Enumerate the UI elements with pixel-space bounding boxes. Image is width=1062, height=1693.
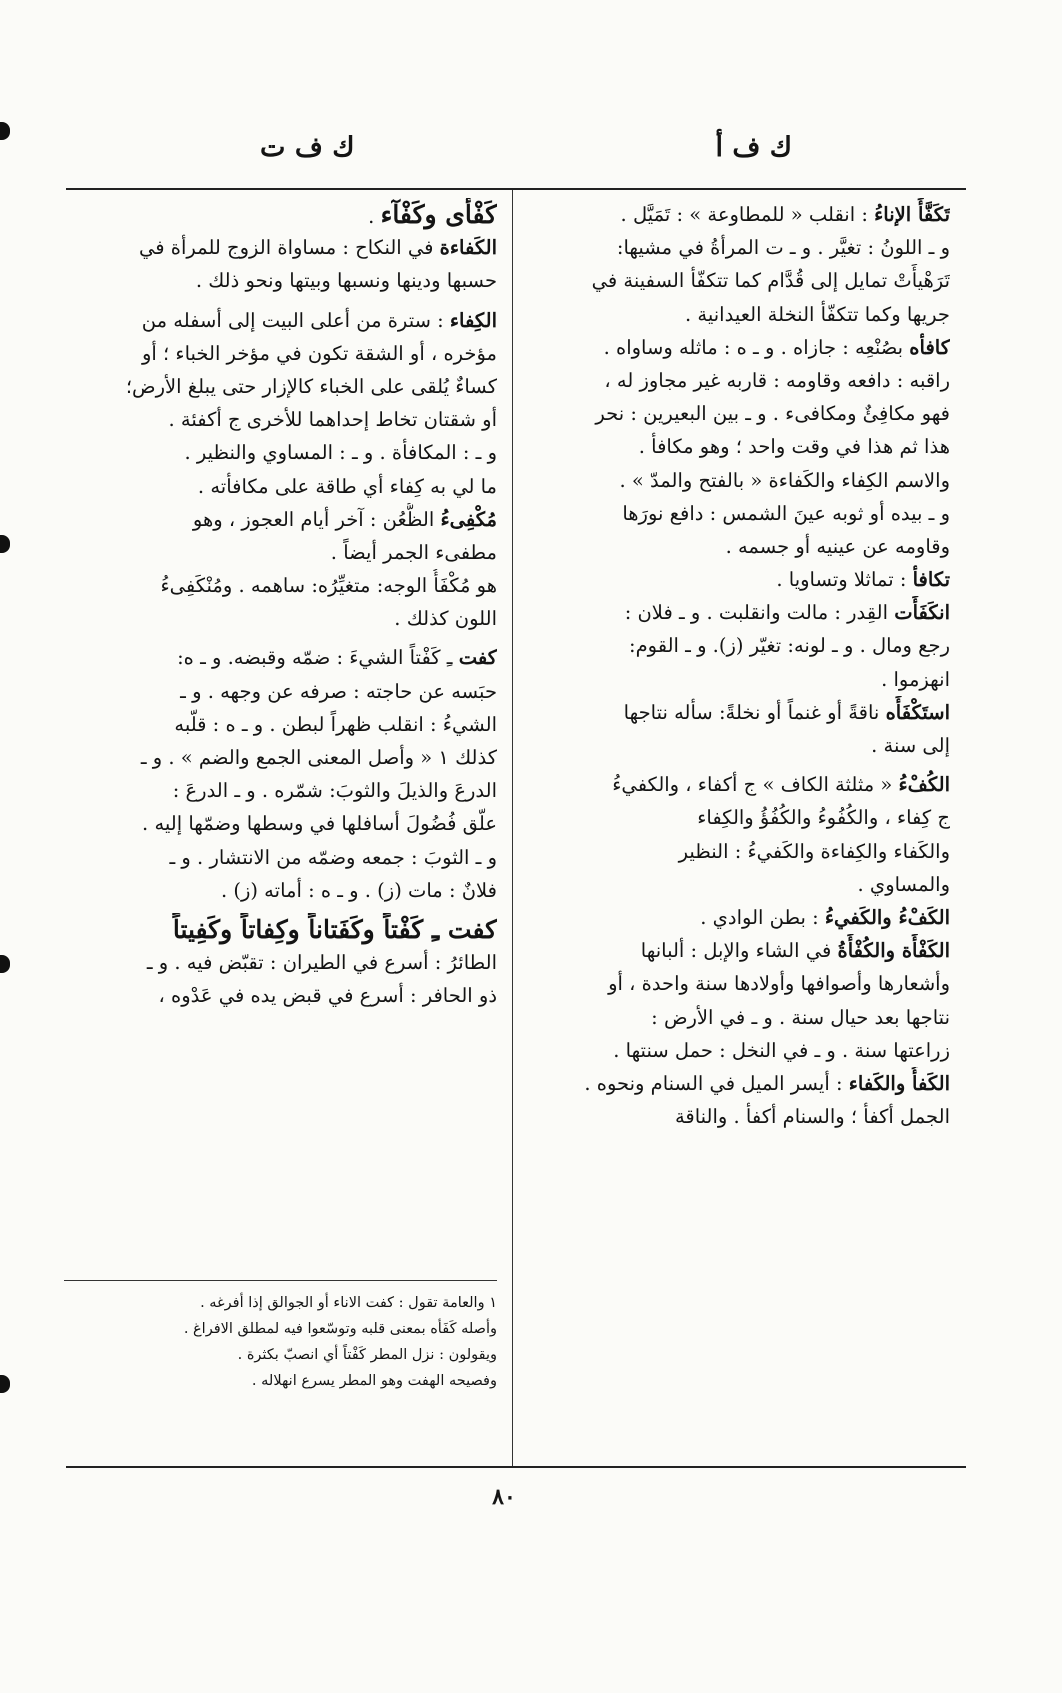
dictionary-line (580, 530, 950, 563)
dictionary-line (580, 801, 950, 834)
entry-text: الظُّعُن : آخر أيام العجوز ، وهو (192, 507, 441, 531)
footnotes (64, 1290, 497, 1394)
entry-headword: كَفْأَى وكَفْآء (380, 200, 497, 229)
entry-text: زراعتها سنة . و ـ في النخل : حمل سنتها . (613, 1038, 950, 1062)
dictionary-line (580, 1100, 950, 1133)
entry-text: حسبها ودينها ونسبها وبيتها ونحو ذلك . (195, 269, 497, 293)
entry-text: إلى سنة . (871, 734, 950, 757)
dictionary-line (64, 641, 497, 674)
dictionary-line (64, 874, 497, 907)
entry-text: : سترة من أعلى البيت إلى أسفله من (141, 308, 450, 332)
entry-text: : تماثلا وتساويا . (776, 568, 913, 592)
entry-text: . (368, 205, 381, 228)
entry-text: : بطن الوادي . (700, 905, 825, 929)
entry-text: و ـ : المكافأة . و ـ : المساوي والنظير . (184, 441, 497, 465)
dictionary-line (64, 231, 497, 264)
dictionary-line (580, 231, 950, 264)
dictionary-line (580, 497, 950, 530)
entry-text: فلانٌ : مات (ز) . و ـ ه : أماته (ز) . (220, 878, 497, 902)
entry-text: الطائرُ : أسرع في الطيران : تقبّض فيه . و ـ (146, 951, 497, 975)
left-column (64, 198, 497, 1013)
entry-text: حبَسه عن حاجته : صرفه عن وجهه . و ـ (180, 679, 497, 703)
entry-text: جريها وكما تتكفّأ النخلة العيدانية . (685, 302, 950, 326)
entry-text: ما لي به كِفاء أي طاقة على مكافأته . (197, 474, 497, 498)
entry-headword: الكُفْءُ (898, 773, 950, 797)
dictionary-line (580, 768, 950, 801)
entry-headword: الكَفأُ والكَفاء (848, 1071, 950, 1095)
entry-text: هو مُكْفَأُ الوجه: متغيِّرُه: ساهمه . ومُنْكَفِىءُ (160, 574, 497, 598)
dictionary-line (64, 913, 497, 946)
entry-text: فهو مكافِئٌ ومكافىء . و ـ بين البعيرين : نحر (595, 402, 950, 426)
entry-text: مطفىء الجمر أيضاً . (330, 540, 497, 564)
entry-headword: كفت (458, 646, 497, 670)
entry-text: رجع ومال . و ـ لونه: تغيّر (ز). و ـ القوم: (629, 634, 950, 658)
dictionary-line (64, 436, 497, 469)
dictionary-line (64, 979, 497, 1012)
page-edge-mark (0, 122, 10, 140)
entry-text: راقبه : دافعه وقاومه : قاربه غير مجاوز له ، (604, 368, 950, 392)
dictionary-line (580, 868, 950, 901)
entry-text: اللون كذلك . (394, 607, 497, 631)
entry-headword: كفت (447, 914, 497, 944)
dictionary-line (64, 264, 497, 297)
dictionary-line (64, 470, 497, 503)
dictionary-line (580, 331, 950, 364)
dictionary-line (580, 901, 950, 934)
header-rule (66, 188, 966, 190)
entry-text: نتاجها بعد حيال سنة . و ـ في الأرض : (651, 1005, 950, 1029)
dictionary-line (64, 741, 497, 774)
entry-text: كساءٌ يُلقى على الخباء كالإزار حتى يبلغ الأرض؛ (125, 374, 497, 398)
dictionary-line (580, 464, 950, 497)
entry-headword: كافأه (909, 335, 950, 359)
dictionary-line (580, 934, 950, 967)
footnote-line: ١ والعامة تقول : كفت الاناء أو الجوالق إذا أفرغه . (200, 1295, 497, 1311)
dictionary-line (580, 1067, 950, 1100)
entry-text: الشيءُ : انقلب ظهراً لبطن . و ـ ه : قلّبه (174, 712, 497, 736)
dictionary-line (64, 536, 497, 569)
entry-text: : أيسر الميل في السنام ونحوه . (584, 1071, 849, 1095)
column-divider (512, 190, 513, 1466)
page-number: ٨٠ (492, 1484, 516, 1510)
dictionary-line (580, 663, 950, 696)
entry-text: علّق فُضُولَ أسافلها في وسطها وضمّها إليه . (142, 812, 497, 836)
entry-headword: الكَفْءُ والكَفيءُ (824, 905, 950, 929)
entry-headword: الكِفاء (449, 308, 497, 332)
entry-text: في الشاء والإبل : ألبانها (640, 939, 838, 963)
page-edge-mark (0, 1375, 10, 1393)
dictionary-line (580, 430, 950, 463)
entry-headword: تَكَفَّأَ الإناءُ (874, 203, 950, 226)
entry-text: القِدر : مالت وانقلبت . و ـ فلان : (624, 601, 895, 625)
dictionary-line (64, 370, 497, 403)
entry-text: في النكاح : مساواة الزوج للمرأة في (139, 236, 440, 260)
entry-text: كذلك ١ « وأصل المعنى الجمع والضم » . و ـ (140, 746, 497, 769)
entry-headword: الكَفاءة (439, 236, 497, 260)
dictionary-line (64, 403, 497, 436)
entry-text: هذا ثم هذا في وقت واحد ؛ وهو مكافأ . (638, 435, 950, 459)
footnote-line: وفصيحه الهفت وهو المطر يسرع انهلاله . (251, 1373, 497, 1389)
page-edge-mark (0, 535, 10, 553)
header-root-left: ك ف ت (260, 132, 355, 163)
entry-text: وقاومه عن عينيه أو جسمه . (725, 534, 950, 558)
dictionary-line (64, 774, 497, 807)
entry-text: ج كِفاء ، والكُفُوءُ والكُفُؤُ والكِفاء (697, 806, 950, 830)
entry-text: « مثلثة الكاف » ج أكفاء ، والكفيءُ (612, 773, 899, 797)
dictionary-line (64, 602, 497, 635)
entry-text: مؤخره ، أو الشقة تكون في مؤخر الخباء ؛ أو (141, 341, 497, 365)
footnote-line: ويقولون : نزل المطر كَفْتاً أي انصبّ بكثرة . (237, 1347, 497, 1363)
dictionary-line (580, 629, 950, 662)
entry-text: و ـ بيده أو ثوبه عينَ الشمس : دافع نورَها (622, 501, 950, 525)
dictionary-line (580, 364, 950, 397)
header-root-right: ك ف أ (715, 132, 792, 163)
entry-text: ـِ كَفْتاً الشيءَ : ضمّه وقبضه. و ـ ه: (177, 646, 459, 670)
dictionary-line (64, 841, 497, 874)
entry-headword: الكَفْأَة والكُفْأَةُ (837, 939, 950, 963)
entry-text: ـِ كَفْتاً وكَفَتاناً وكِفاتاً وكَفِيتاً (172, 914, 448, 944)
dictionary-line (64, 675, 497, 708)
entry-text: والمساوي . (857, 872, 950, 896)
page-edge-mark (0, 955, 10, 973)
dictionary-line (580, 967, 950, 1000)
dictionary-line (580, 696, 950, 729)
dictionary-line (580, 835, 950, 868)
dictionary-line (580, 298, 950, 331)
dictionary-line (64, 807, 497, 840)
dictionary-line (64, 569, 497, 602)
dictionary-line (580, 563, 950, 596)
right-column (580, 198, 950, 1133)
dictionary-line (580, 1001, 950, 1034)
entry-text: الجمل أكفأ ؛ والسنام أكفأ . والناقة (674, 1105, 950, 1129)
entry-text: تَرَهْيأَتْ تمايل إلى قُدَّام كما تتكفّأ السفينة في (591, 269, 950, 293)
entry-text: الدرعَ والذيلَ والثوبَ: شمّره . و ـ الدرعَ : (172, 779, 497, 803)
dictionary-line (580, 596, 950, 629)
entry-text: : انقلب « للمطاوعة » : تَمَيَّل . (620, 203, 875, 226)
entry-text: والكَفاء والكِفاءة والكَفيءُ : النظير (678, 839, 950, 863)
dictionary-line (64, 304, 497, 337)
entry-text: ذو الحافر : أسرع في قبض يده في عَدْوه ، (158, 984, 497, 1008)
dictionary-line (580, 1034, 950, 1067)
dictionary-line (64, 946, 497, 979)
footnote-rule (64, 1280, 497, 1281)
entry-text: أو شقتان تخاط إحداهما للأخرى ج أكفئة . (168, 408, 497, 432)
dictionary-line (64, 708, 497, 741)
footer-rule (66, 1466, 966, 1468)
entry-text: والاسم الكِفاء والكَفاءة « بالفتح والمدّ » . (619, 468, 950, 492)
dictionary-line (580, 397, 950, 430)
entry-text: و ـ اللونُ : تغيَّر . و ـ ت المرأةُ في مشيها: (616, 236, 950, 260)
entry-headword: استَكْفَأَه (885, 700, 950, 724)
entry-text: و ـ الثوبَ : جمعه وضمّه من الانتشار . و ـ (169, 845, 497, 869)
page-header (70, 132, 992, 172)
footnote-line: وأصله كَفَأه بمعنى قلبه وتوسّعوا فيه لمطلق الافراغ . (183, 1321, 497, 1337)
dictionary-line (64, 337, 497, 370)
dictionary-line (580, 729, 950, 762)
entry-text: بصُنْعِه : جازاه . و ـ ه : ماثله وساواه . (603, 335, 910, 359)
dictionary-line (580, 264, 950, 297)
entry-text: انهزموا . (881, 667, 950, 691)
dictionary-line (580, 198, 950, 231)
entry-headword: انكَفَأَت (894, 601, 950, 625)
dictionary-line (64, 198, 497, 231)
dictionary-line (64, 503, 497, 536)
entry-text: ناقةً أو غنماً أو نخلةً: سأله نتاجها (623, 700, 886, 724)
entry-headword: مُكْفِىءُ (440, 507, 497, 531)
entry-text: وأشعارها وأصوافها وأولادها سنة واحدة ، أو (608, 972, 950, 996)
entry-headword: تكافأ (912, 568, 950, 592)
